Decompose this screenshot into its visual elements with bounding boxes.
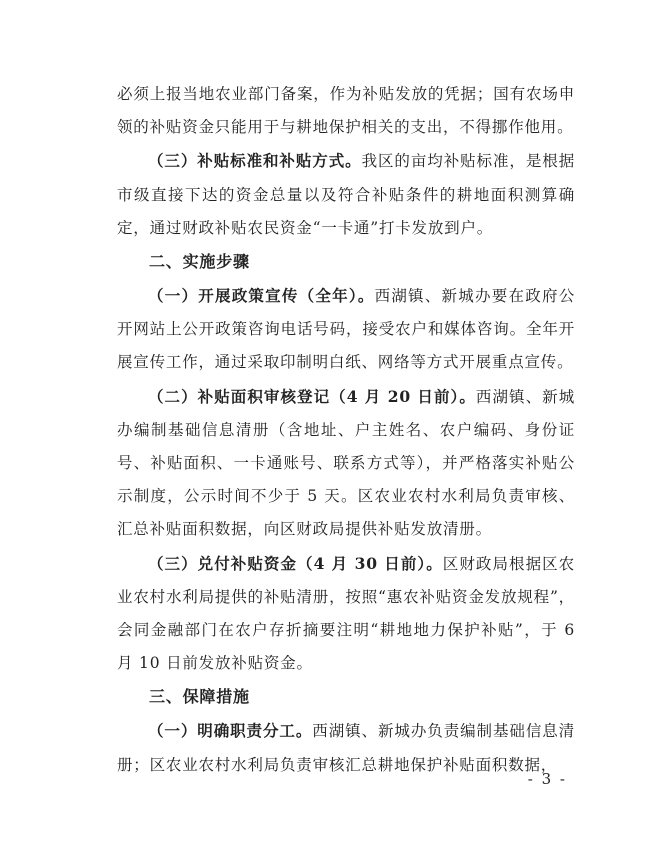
paragraph-continuation <box>117 78 575 144</box>
paragraph-text: 西湖镇、新城办编制基础信息清册（含地址、户主姓名、农户编码、身份证号、补贴面积、一卡通账号、联系方式等），并严格落实补贴公示制度，公示时间不少于 5 天。区农业农村水利局负责审核、汇总补贴面积数据，向区财政局提供补贴发放清册。 <box>117 387 575 539</box>
section-heading-safeguards: 三、保障措施 <box>149 687 250 707</box>
paragraph-text: 区财政局根据区农业农村水利局提供的补贴清册，按照“惠农补贴资金发放规程”，会同金融部门在农户存折摘要注明“耕地地力保护补贴”，于 6 月 10 日前发放补贴资金。 <box>117 554 575 673</box>
paragraph-text: 必须上报当地农业部门备案，作为补贴发放的凭据；国有农场申领的补贴资金只能用于与耕地保护相关的支出，不得挪作他用。 <box>117 85 575 137</box>
paragraph-responsibilities <box>117 714 575 781</box>
paragraph-area-registration <box>117 380 575 547</box>
section-heading-implementation: 二、实施步骤 <box>149 252 250 272</box>
subheading: （一）明确职责分工。 <box>148 721 313 741</box>
subheading: （一）开展政策宣传（全年）。 <box>148 286 375 306</box>
paragraph-subsidy-standard <box>117 144 575 245</box>
subheading: （三）补贴标准和补贴方式。 <box>148 151 362 171</box>
document-body <box>117 78 575 782</box>
subheading: （三）兑付补贴资金（4 月 30 日前）。 <box>148 553 443 573</box>
paragraph-fund-payment <box>117 547 575 681</box>
paragraph-text: 西湖镇、新城办要在政府公开网站上公开政策咨询电话号码，接受农户和媒体咨询。全年开展宣传工作，通过采取印制明白纸、网络等方式开展重点宣传。 <box>117 287 575 372</box>
page-number: - 3 - <box>527 770 567 788</box>
paragraph-policy-promotion <box>117 279 575 380</box>
subheading: （二）补贴面积审核登记（4 月 20 日前）。 <box>148 386 476 406</box>
paragraph-text: 我区的亩均补贴标准，是根据市级直接下达的资金总量以及符合补贴条件的耕地面积测算确定，通过财政补贴农民资金“一卡通”打卡发放到户。 <box>117 152 575 237</box>
paragraph-text: 西湖镇、新城办负责编制基础信息清册；区农业农村水利局负责审核汇总耕地保护补贴面积数据， <box>117 722 575 774</box>
